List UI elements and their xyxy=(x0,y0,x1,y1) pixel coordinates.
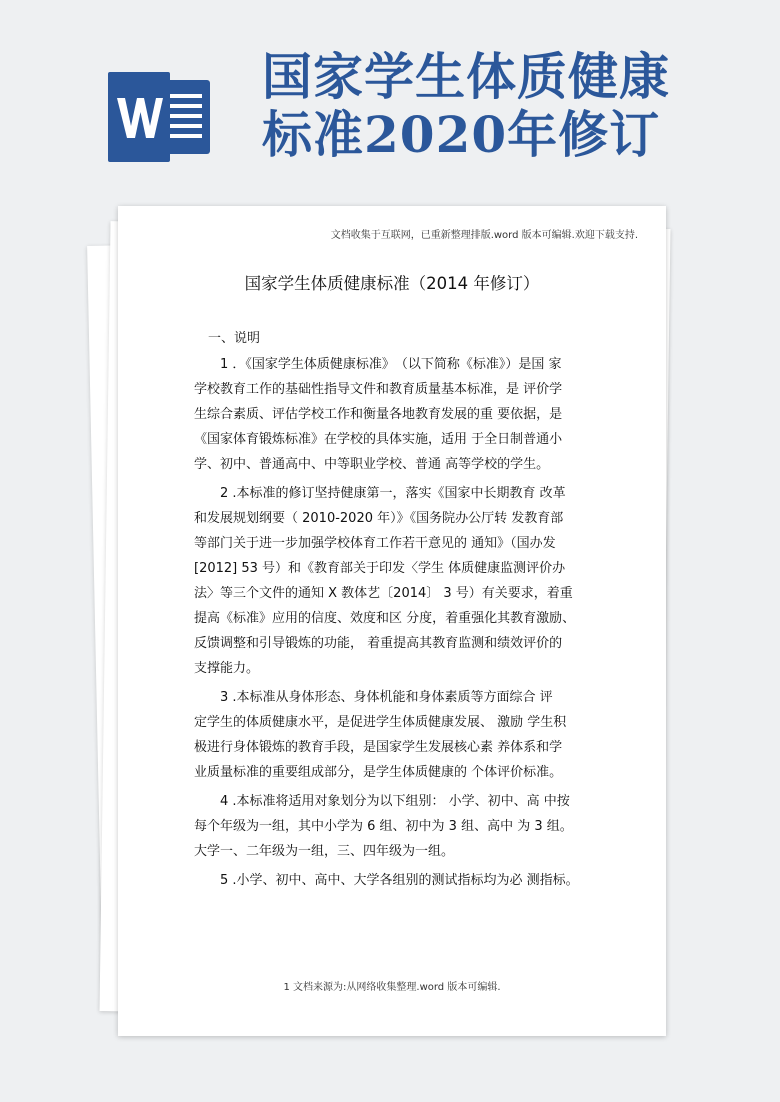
paragraph-line: 法〉等三个文件的通知 X 教体艺〔2014〕 3 号）有关要求，着重 xyxy=(194,586,573,601)
paragraph-line: 反馈调整和引导锻炼的功能， 着重提高其教育监测和绩效评价的 xyxy=(194,636,563,651)
paragraph-3 xyxy=(194,685,624,785)
banner-title-line: 国家学生体质健康 xyxy=(262,47,670,106)
paragraph-1 xyxy=(194,352,624,477)
paragraph-line: 5 .小学、初中、高中、大学各组别的测试指标均为必 测指标。 xyxy=(220,873,579,888)
paragraph-line: [2012] 53 号）和《教育部关于印发〈学生 体质健康监测评价办 xyxy=(194,561,566,576)
paragraph-line: 支撑能力。 xyxy=(194,661,260,676)
header-note: 文档收集于互联网，已重新整理排版.word 版本可编辑.欢迎下载支持. xyxy=(330,230,638,241)
banner-title xyxy=(262,48,762,164)
paragraph-line: 生综合素质、评估学校工作和衡量各地教育发展的重 要依据，是 xyxy=(194,407,563,422)
footer-note: 1 文档来源为:从网络收集整理.word 版本可编辑. xyxy=(283,982,501,993)
paragraph-line: 2 .本标准的修订坚持健康第一，落实《国家中长期教育 改革 xyxy=(220,486,566,501)
word-icon xyxy=(108,70,210,164)
paragraph-line: 等部门关于进一步加强学校体育工作若干意见的 通知》（国办发 xyxy=(194,536,556,551)
paragraph-line: 1 ．《国家学生体质健康标准》 （以下简称《标准》）是国 家 xyxy=(220,357,562,372)
document-body xyxy=(194,352,624,893)
paragraph-line: 学、初中、普通高中、中等职业学校、普通 高等学校的学生。 xyxy=(194,457,550,472)
paragraph-4 xyxy=(194,789,624,864)
paragraph-line: 定学生的体质健康水平，是促进学生体质健康发展、 激励 学生积 xyxy=(194,715,567,730)
paragraph-line: 提高《标准》应用的信度、效度和区 分度，着重强化其教育激励、 xyxy=(194,611,576,626)
document-title: 国家学生体质健康标准（2014 年修订） xyxy=(244,274,540,293)
paragraph-2 xyxy=(194,481,624,681)
paragraph-line: 《国家体育锻炼标准》在学校的具体实施，适用 于全日制普通小 xyxy=(194,432,563,447)
paragraph-line: 极进行身体锻炼的教育手段，是国家学生发展核心素 养体系和学 xyxy=(194,740,563,755)
paragraph-line: 业质量标准的重要组成部分，是学生体质健康的 个体评价标准。 xyxy=(194,765,563,780)
paragraph-line: 4 .本标准将适用对象划分为以下组别： 小学、初中、高 中按 xyxy=(220,794,570,809)
paragraph-line: 学校教育工作的基础性指导文件和教育质量基本标准，是 评价学 xyxy=(194,382,563,397)
banner-title-line: 标准2020年修订 xyxy=(262,105,661,164)
paragraph-line: 和发展规划纲要（ 2010-2020 年）》《国务院办公厅转 发教育部 xyxy=(194,511,564,526)
paragraph-5 xyxy=(194,868,624,893)
banner xyxy=(0,0,780,200)
paragraph-line: 3 .本标准从身体形态、身体机能和身体素质等方面综合 评 xyxy=(220,690,553,705)
paragraph-line: 每个年级为一组，其中小学为 6 组、初中为 3 组、高中 为 3 组。 xyxy=(194,819,573,834)
document-page xyxy=(118,206,666,1036)
paragraph-line: 大学一、二年级为一组，三、四年级为一组。 xyxy=(194,844,455,859)
section-heading: 一、说明 xyxy=(208,331,261,346)
